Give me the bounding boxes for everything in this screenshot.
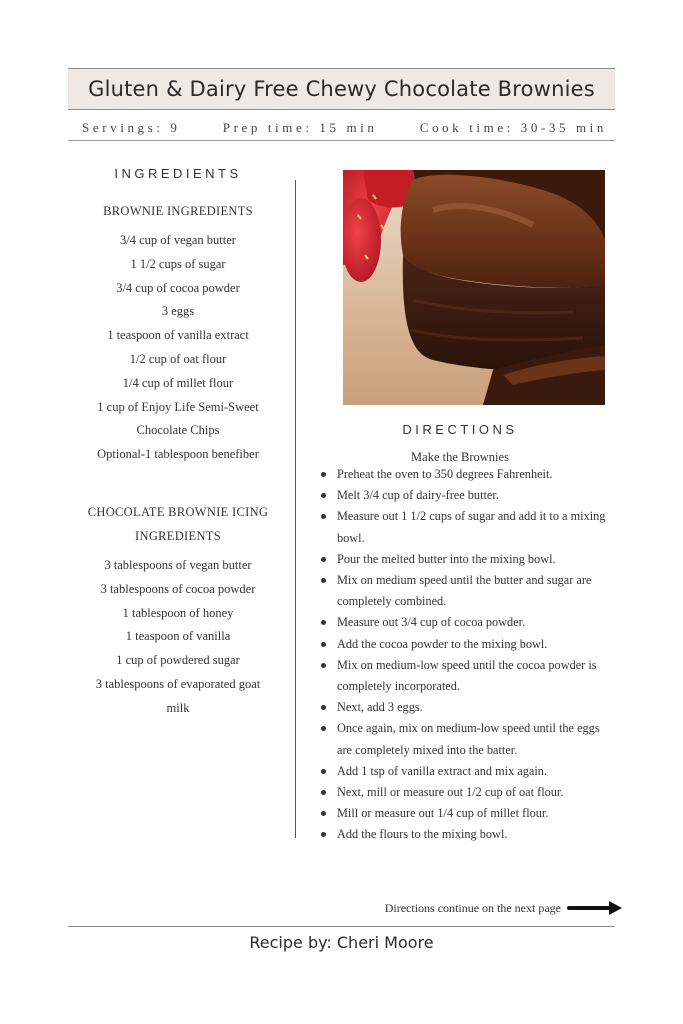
list-item: 1 1/2 cups of sugar: [130, 256, 226, 271]
directions-subheading: Make the Brownies: [411, 450, 509, 464]
list-item: Add 1 tsp of vanilla extract and mix again.: [320, 761, 612, 782]
list-item: Preheat the oven to 350 degrees Fahrenheit.: [320, 464, 612, 485]
directions-heading: DIRECTIONS: [402, 422, 518, 437]
list-item: 3 tablespoons of vegan butter: [104, 557, 252, 572]
icing-heading-line1: CHOCOLATE BROWNIE ICING: [87, 504, 269, 519]
list-item: 3 tablespoons of cocoa powder: [100, 581, 256, 596]
list-item: 1 teaspoon of vanilla: [125, 629, 231, 644]
icing-heading-line2: INGREDIENTS: [135, 528, 221, 543]
list-item: 3/4 cup of vegan butter: [120, 233, 236, 247]
brownie-photo-illustration: [343, 170, 605, 405]
brownie-photo: [343, 170, 605, 405]
column-divider: [295, 180, 296, 838]
recipe-title: Gluten & Dairy Free Chewy Chocolate Brownies: [88, 77, 595, 101]
footer-divider: [68, 926, 615, 927]
list-item: Measure out 1 1/2 cups of sugar and add it to a mixing bowl.: [320, 506, 612, 548]
list-item: Pour the melted butter into the mixing bowl.: [320, 549, 612, 570]
list-item: Mix on medium-low speed until the cocoa powder is completely incorporated.: [320, 655, 612, 697]
directions-list: [320, 464, 612, 846]
list-item: Optional-1 tablespoon benefiber: [97, 447, 259, 462]
ingredients-column: [68, 166, 288, 721]
prep-time: Prep time: 15 min: [222, 119, 378, 135]
list-item: 3 eggs: [161, 304, 195, 319]
ingredients-heading: INGREDIENTS: [114, 166, 242, 181]
list-item: Mix on medium speed until the butter and sugar are completely combined.: [320, 570, 612, 612]
continue-text: Directions continue on the next page: [384, 900, 561, 915]
list-item: Next, add 3 eggs.: [320, 697, 612, 718]
list-item: 1 cup of Enjoy Life Semi-Sweet: [97, 399, 259, 414]
servings: Servings: 9: [82, 119, 181, 135]
recipe-byline: Recipe by: Cheri Moore: [249, 933, 434, 952]
list-item: Measure out 3/4 cup of cocoa powder.: [320, 612, 612, 633]
list-item: 3 tablespoons of evaporated goat: [95, 676, 261, 691]
list-item: 1 tablespoon of honey: [122, 605, 234, 620]
list-item: Mill or measure out 1/4 cup of millet flour.: [320, 803, 612, 824]
icing-ingredient-list: [68, 554, 288, 721]
recipe-meta-row: [68, 115, 615, 141]
list-item: Add the cocoa powder to the mixing bowl.: [320, 634, 612, 655]
list-item: 1 cup of powdered sugar: [116, 653, 240, 668]
brownie-ingredients-heading: BROWNIE INGREDIENTS: [103, 204, 253, 218]
list-item: 1 teaspoon of vanilla extract: [107, 328, 249, 343]
list-item: Next, mill or measure out 1/2 cup of oat flour.: [320, 782, 612, 803]
title-band: [68, 68, 615, 110]
continue-note: [360, 899, 625, 917]
list-item: Melt 3/4 cup of dairy-free butter.: [320, 485, 612, 506]
list-item: 1/4 cup of millet flour: [122, 375, 234, 390]
icing-ingredients-heading: [68, 500, 288, 548]
list-item: milk: [166, 700, 190, 715]
list-item: Once again, mix on medium-low speed until the eggs are completely mixed into the batter.: [320, 718, 612, 760]
list-item: Chocolate Chips: [136, 423, 220, 438]
list-item: Add the flours to the mixing bowl.: [320, 824, 612, 845]
list-item: 1/2 cup of oat flour: [129, 351, 227, 366]
arrow-right-icon: [567, 899, 625, 917]
cook-time: Cook time: 30-35 min: [419, 119, 607, 135]
list-item: 3/4 cup of cocoa powder: [116, 280, 240, 295]
brownie-ingredient-list: [68, 229, 288, 467]
